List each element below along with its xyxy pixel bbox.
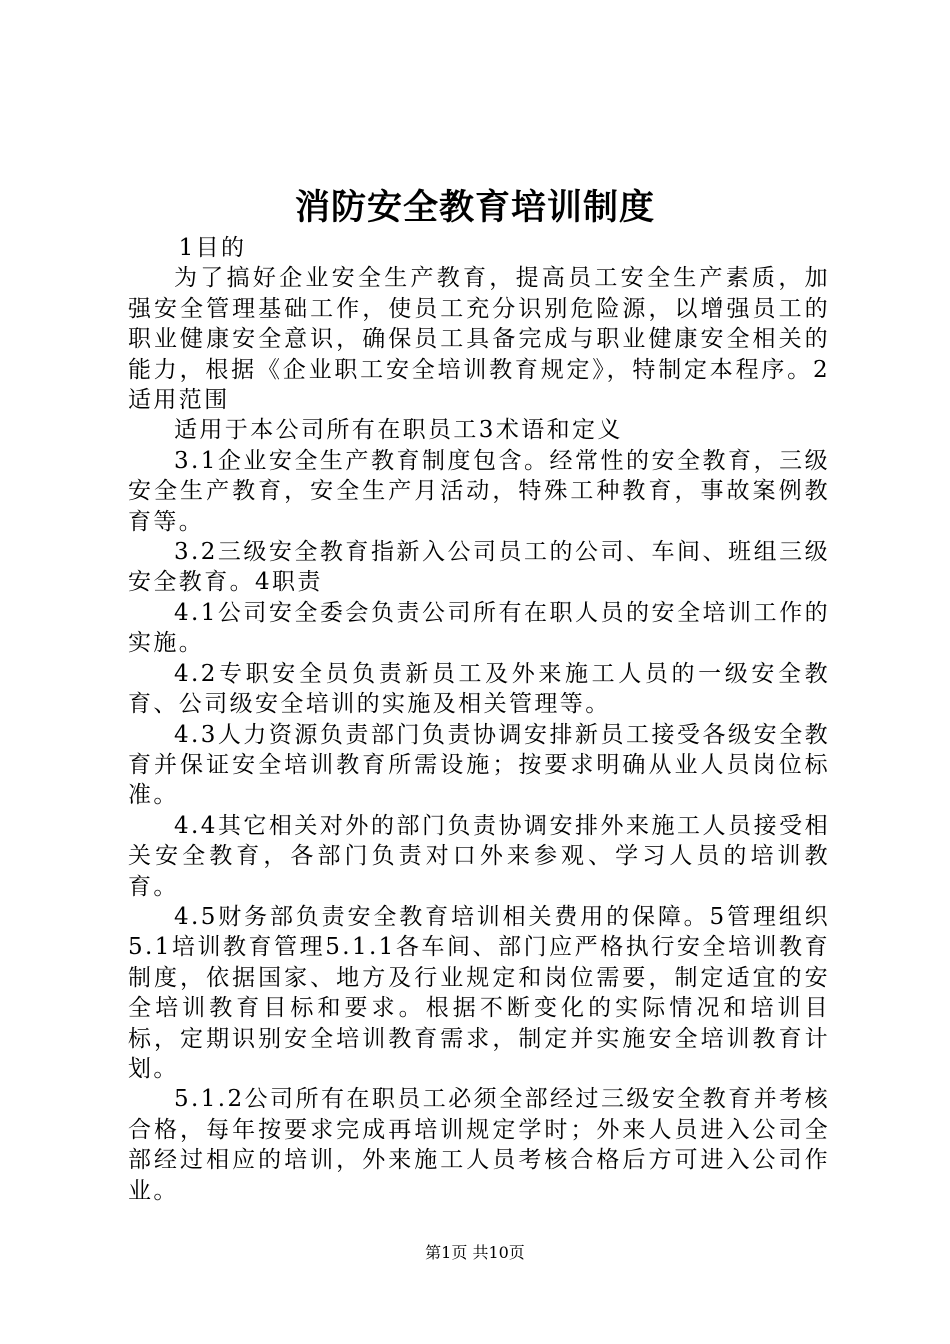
page-title: 消防安全教育培训制度 — [294, 187, 655, 228]
paragraph-4-5: 4.5财务部负责安全教育培训相关费用的保障。5管理组织5.1培训教育管理5.1.1各车间、部门应严格执行安全培训教育制度，依据国家、地方及行业规定和岗位需要，制定适宜的安全培训教育目标和要求。根据不断变化的实际情况和培训目标，定期识别安全培训教育需求，制定并实施安全培训教育计划。 — [128, 903, 830, 1082]
paragraph-5-1-2: 5.1.2公司所有在职员工必须全部经过三级安全教育并考核合格，每年按要求完成再培训规定学时；外来人员进入公司全部经过相应的培训，外来施工人员考核合格后方可进入公司作业。 — [128, 1086, 830, 1204]
paragraph-4-4: 4.4其它相关对外的部门负责协调安排外来施工人员接受相关安全教育，各部门负责对口外来参观、学习人员的培训教育。 — [128, 812, 830, 900]
paragraph-4-2: 4.2专职安全员负责新员工及外来施工人员的一级安全教育、公司级安全培训的实施及相关管理等。 — [128, 660, 830, 718]
page-footer: 第1页 共10页 — [425, 1243, 525, 1262]
paragraph-4-3: 4.3人力资源负责部门负责协调安排新员工接受各级安全教育并保证安全培训教育所需设施；按要求明确从业人员岗位标准。 — [128, 721, 830, 809]
paragraph-3-1: 3.1企业安全生产教育制度包含。经常性的安全教育，三级安全生产教育，安全生产月活动，特殊工种教育，事故案例教育等。 — [128, 447, 830, 535]
document-body — [128, 233, 830, 1206]
paragraph-purpose: 为了搞好企业安全生产教育，提高员工安全生产素质，加强安全管理基础工作，使员工充分识别危险源，以增强员工的职业健康安全意识，确保员工具备完成与职业健康安全相关的能力，根据《企业职工安全培训教育规定》，特制定本程序。2适用范围 — [128, 265, 830, 414]
paragraph-3-2: 3.2三级安全教育指新入公司员工的公司、车间、班组三级安全教育。4职责 — [128, 539, 830, 596]
paragraph-scope: 适用于本公司所有在职员工3术语和定义 — [174, 417, 623, 444]
section-heading-purpose: 1目的 — [178, 235, 247, 261]
paragraph-4-1: 4.1公司安全委会负责公司所有在职人员的安全培训工作的实施。 — [128, 599, 830, 657]
